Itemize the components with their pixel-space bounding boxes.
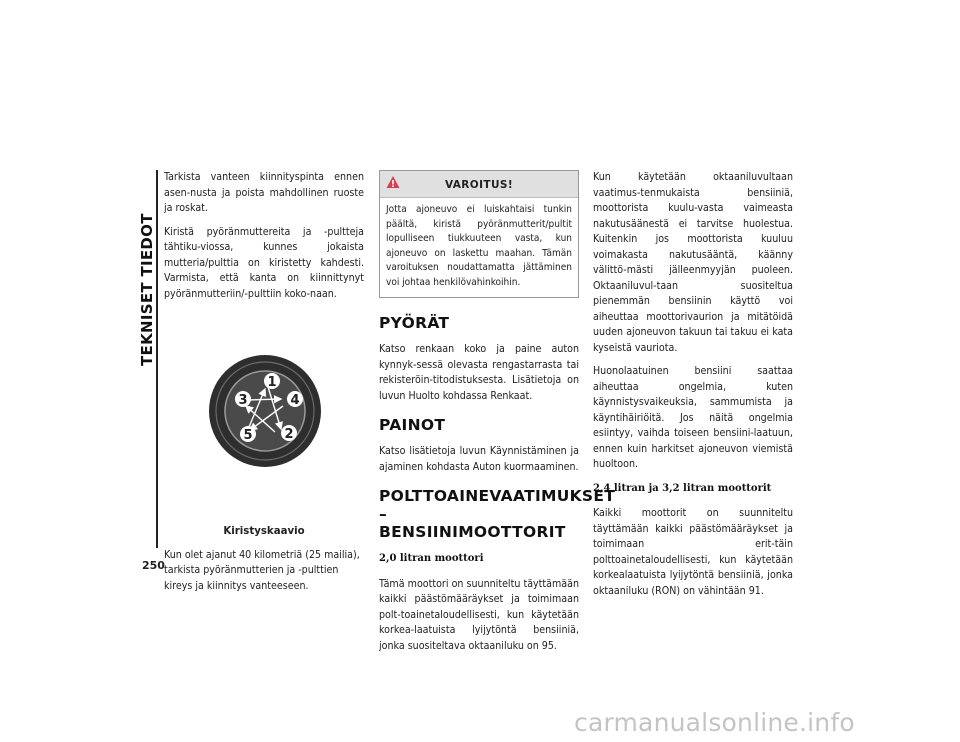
paragraph-recheck: Kun olet ajanut 40 kilometriä (25 mailia), tarkista pyöränmutterien ja -pulttien kireys ja kiinnitys vanteeseen.	[164, 548, 360, 592]
heading-wheels: PYÖRÄT	[379, 314, 450, 332]
heading-weights: PAINOT	[379, 416, 446, 434]
page-number: 250	[142, 559, 165, 572]
paragraph-wheels: Katso renkaan koko ja paine auton kynnyk-sessä olevasta rengastarrasta tai rekisteröin-titodistuksesta. Lisätietoja on luvun Huolto kohdassa Renkaat.	[379, 343, 579, 402]
bolt-4-label: 4	[290, 393, 300, 408]
paragraph-2-0-engine: Tämä moottori on suunniteltu täyttämään kaikki päästömääräykset ja toimimaan polt-toainetaloudellisesti, kun käytetään korkea-laatuista lyijytöntä bensiiniä, jonka suositeltava oktaaniluku on 95.	[379, 577, 579, 652]
figure-caption: Kiristyskaavio	[223, 526, 305, 537]
column-right	[593, 170, 793, 607]
paragraph-weights: Katso lisätietoja luvun Käynnistäminen ja ajaminen kohdasta Auton kuormaaminen.	[379, 445, 579, 473]
paragraph-tighten-pattern: Kiristä pyöränmuttereita ja -pultteja tähtiku-viossa, kunnes jokaista mutteria/pulttia on kiristetty kahdesti. Varmista, että kanta on kiinnittynyt pyöränmutteriin/-pulttiin koko-naan.	[164, 225, 364, 300]
warning-box	[379, 170, 579, 298]
bolt-5-label: 5	[243, 428, 253, 443]
section-tab-label: TEKNISET TIEDOT	[138, 213, 156, 366]
warning-title: VAROITUS!	[444, 179, 514, 191]
warning-header	[380, 171, 578, 198]
paragraph-poor-fuel: Huonolaatuinen bensiini saattaa aiheuttaa ongelmia, kuten käynnistysvaikeuksia, sammumista ja käyntihäiriöitä. Jos näitä ongelmia esiintyy, vaihda toiseen bensiini-laatuun, ennen kuin harkitset ajoneuvon viemistä huoltoon.	[593, 365, 793, 470]
heading-fuel-requirements: POLTTOAINEVAATIMUKSET – BENSIINIMOOTTORIT	[379, 487, 616, 541]
arrow-3-to-4	[247, 399, 281, 400]
watermark: carmanualsonline.info	[574, 708, 855, 737]
column-middle	[379, 170, 616, 662]
wheel-tightening-illustration	[205, 352, 325, 470]
warning-text: Jotta ajoneuvo ei luiskahtaisi tunkin päältä, kiristä pyöränmutterit/pultit lopulliseen tiukkuuteen vasta, kun ajoneuvo on laskettu maahan. Tämän varoituksen noudattamatta jättäminen voi johtaa henkilövahinkoihin.	[386, 204, 572, 288]
paragraph-knocking: Kun käytetään oktaaniluvultaan vaatimus-tenmukaista bensiiniä, moottorista kuulu-vasta vaimeasta nakutusäänestä ei tarvitse huolestua. Kuitenkin jos moottorista kuuluu voimakasta nakutusääntä, käänny välittö-mästi jälleenmyyjän puoleen. Oktaaniluvul-taan suositeltua pienemmän bensiinin käyttö voi aiheuttaa moottorivaurion ja mitätöidä uuden ajoneuvon takuun tai takuu ei kata kyseistä vauriota.	[593, 171, 793, 354]
bolt-1-label: 1	[267, 375, 277, 390]
subheading-2-4-3-2-engines: 2,4 litran ja 3,2 litran moottorit	[593, 482, 772, 494]
subheading-2-0-engine: 2,0 litran moottori	[379, 553, 484, 564]
bolt-2-label: 2	[284, 427, 294, 442]
paragraph-inspect-surface: Tarkista vanteen kiinnityspinta ennen asen-nusta ja poista mahdollinen ruoste ja roskat.	[164, 171, 364, 214]
tightening-diagram	[164, 352, 364, 514]
bolt-3-label: 3	[238, 393, 248, 408]
paragraph-2-4-3-2-engines: Kaikki moottorit on suunniteltu täyttämään kaikki päästömääräykset ja toimimaan erit-täin polttoainetaloudellisesti, kun käytetään korkealaatuista lyijytöntä bensiiniä, jonka oktaaniluku (RON) on vähintään 91.	[593, 507, 793, 597]
column-left	[164, 170, 364, 602]
